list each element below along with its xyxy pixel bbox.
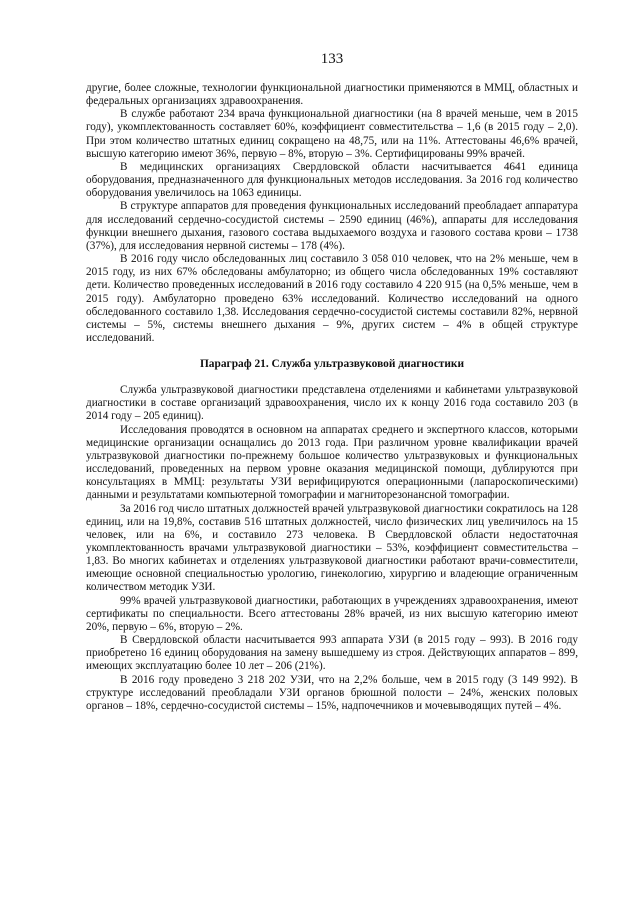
paragraph: другие, более сложные, технологии функциональной диагностики применяются в ММЦ, областных и федеральных организациях здравоохранения. bbox=[86, 82, 578, 108]
paragraph: Служба ультразвуковой диагностики представлена отделениями и кабинетами ультразвуковой диагностики в составе организаций здравоохранения, число их к концу 2016 года составило 203 (в 2014 году – 205 единиц). bbox=[86, 384, 578, 423]
paragraph: 99% врачей ультразвуковой диагностики, работающих в учреждениях здравоохранения, имеют сертификаты по специальности. Всего аттестованы 28% врачей, из них высшую категорию имеют 20%, первую – 6%, вторую – 2%. bbox=[86, 594, 578, 633]
document-body bbox=[86, 82, 578, 713]
paragraph: В структуре аппаратов для проведения функциональных исследований преобладает аппаратура для исследований сердечно-сосудистой системы – 2590 единиц (46%), аппараты для исследования функции внешнего дыхания, газового состава выдыхаемого воздуха и газового состава крови – 1738 (37%), для исследования нервной системы – 178 (4%). bbox=[86, 200, 578, 252]
paragraph: В 2016 году проведено 3 218 202 УЗИ, что на 2,2% больше, чем в 2015 году (3 149 992). В структуре исследований преобладали УЗИ органов брюшной полости – 24%, женских половых органов – 18%, сердечно-сосудистой системы – 15%, надпочечников и мочевыводящих путей – 4%. bbox=[86, 673, 578, 712]
section-heading: Параграф 21. Служба ультразвуковой диагностики bbox=[199, 358, 465, 371]
paragraph: В 2016 году число обследованных лиц составило 3 058 010 человек, что на 2% меньше, чем в 2015 году, из них 67% обследованы амбулаторно; из общего числа обследованных 19% составляют дети. Количество проведенных исследований в 2016 году составило 4 220 915 (на 0,5% меньше, чем в 2015 году). Амбулаторно проведено 63% исследований. Количество исследований на одного обследованного составило 1,38. Исследования сердечно-сосудистой системы составили 82%, нервной системы – 5%, системы внешнего дыхания – 9%, других систем – 4% в общей структуре исследований. bbox=[86, 253, 578, 344]
paragraph: В службе работают 234 врача функциональной диагностики (на 8 врачей меньше, чем в 2015 году), укомплектованность составляет 60%, коэффициент совместительства – 1,6 (в 2015 году – 2,0). При этом количество штатных единиц сокращено на 48,75, или на 11%. Аттестованы 46,6% врачей, высшую категорию имеют 36%, первую – 8%, вторую – 3%. Сертифицированы 99% врачей. bbox=[86, 108, 578, 160]
paragraph: Исследования проводятся в основном на аппаратах среднего и экспертного классов, которыми медицинские организации оснащались до 2013 года. При различном уровне квалификации врачей ультразвуковой диагностики по-прежнему большое количество ультразвуковых и функциональных исследований, проведенных на первом уровне оказания медицинской помощи, дублируются при консультациях в ММЦ: результаты УЗИ верифицируются операционными (лапароскопическими) данными и результатами компьютерной томографии и магниторезонансной томографии. bbox=[86, 423, 578, 502]
paragraph: В Свердловской области насчитывается 993 аппарата УЗИ (в 2015 году – 993). В 2016 году приобретено 16 единиц оборудования на замену вышедшему из строя. Действующих аппаратов – 899, имеющих эксплуатацию более 10 лет – 206 (21%). bbox=[86, 634, 578, 673]
page-number: 133 bbox=[320, 51, 344, 67]
paragraph: В медицинских организациях Свердловской области насчитывается 4641 единица оборудования, предназначенного для функциональных методов исследования. За 2016 год количество оборудования увеличилось на 1063 единицы. bbox=[86, 160, 578, 200]
paragraph: За 2016 год число штатных должностей врачей ультразвуковой диагностики сократилось на 128 единиц, или на 19,8%, составив 516 штатных должностей, число физических лиц увеличилось на 15 человек, или на 6%, и составило 273 человека. В Свердловской области недостаточная укомплектованность врачами ультразвуковой диагностики – 53%, коэффициент совместительства – 1,83. Во многих кабинетах и отделениях ультразвуковой диагностики работают врачи-совместители, имеющие основной специальностью урологию, гинекологию, хирургию и владеющие ограниченным количеством методик УЗИ. bbox=[86, 502, 578, 594]
